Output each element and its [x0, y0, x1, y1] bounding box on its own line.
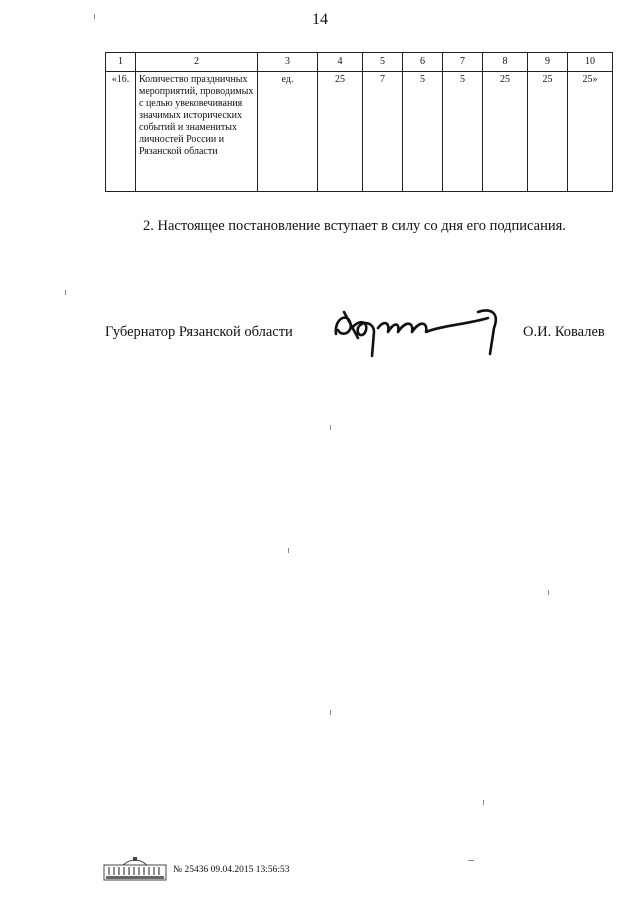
value-cell: 25: [483, 72, 528, 192]
handwritten-signature: [328, 298, 518, 358]
unit-cell: ед.: [258, 72, 318, 192]
registration-number: 25436: [184, 865, 209, 875]
scan-speck: [330, 710, 331, 715]
value-cell: 5: [443, 72, 483, 192]
table-header-cell: 7: [443, 53, 483, 72]
scan-speck: [483, 800, 484, 805]
value-cell: 7: [363, 72, 403, 192]
scan-speck: [548, 590, 549, 595]
scan-speck: [65, 290, 66, 295]
governor-title: Губернатор Рязанской области: [105, 324, 293, 340]
indicator-table: [105, 52, 613, 192]
row-number-cell: «16.: [106, 72, 136, 192]
indicator-name-cell: Количество праздничных мероприятий, проводимых с целью увековечивания значимых исторических событий и знаменитых личностей России и Рязанской области: [136, 72, 258, 192]
table-header-cell: 2: [136, 53, 258, 72]
value-cell: 25: [318, 72, 363, 192]
scan-speck: [288, 548, 289, 553]
table-header-cell: 1: [106, 53, 136, 72]
table-header-row: [106, 53, 613, 72]
table-header-cell: 9: [528, 53, 568, 72]
table-header-cell: 10: [568, 53, 613, 72]
table-header-cell: 5: [363, 53, 403, 72]
table-header-cell: 8: [483, 53, 528, 72]
scan-speck: [468, 860, 474, 861]
value-cell: 25: [528, 72, 568, 192]
table-header-cell: 4: [318, 53, 363, 72]
page-number: 14: [312, 11, 328, 28]
table-header-cell: 6: [403, 53, 443, 72]
registration-datetime: 09.04.2015 13:56:53: [210, 865, 290, 875]
registry-building-logo: [103, 855, 167, 881]
scan-speck: [94, 14, 95, 19]
value-cell: 25»: [568, 72, 613, 192]
table-header-cell: 3: [258, 53, 318, 72]
number-sign: №: [173, 865, 183, 875]
value-cell: 5: [403, 72, 443, 192]
scan-speck: [330, 425, 331, 430]
table-row: [106, 72, 613, 192]
registration-stamp: [173, 865, 289, 875]
governor-name: О.И. Ковалев: [523, 324, 605, 340]
effective-date-clause: 2. Настоящее постановление вступает в силу со дня его подписания.: [143, 218, 566, 234]
